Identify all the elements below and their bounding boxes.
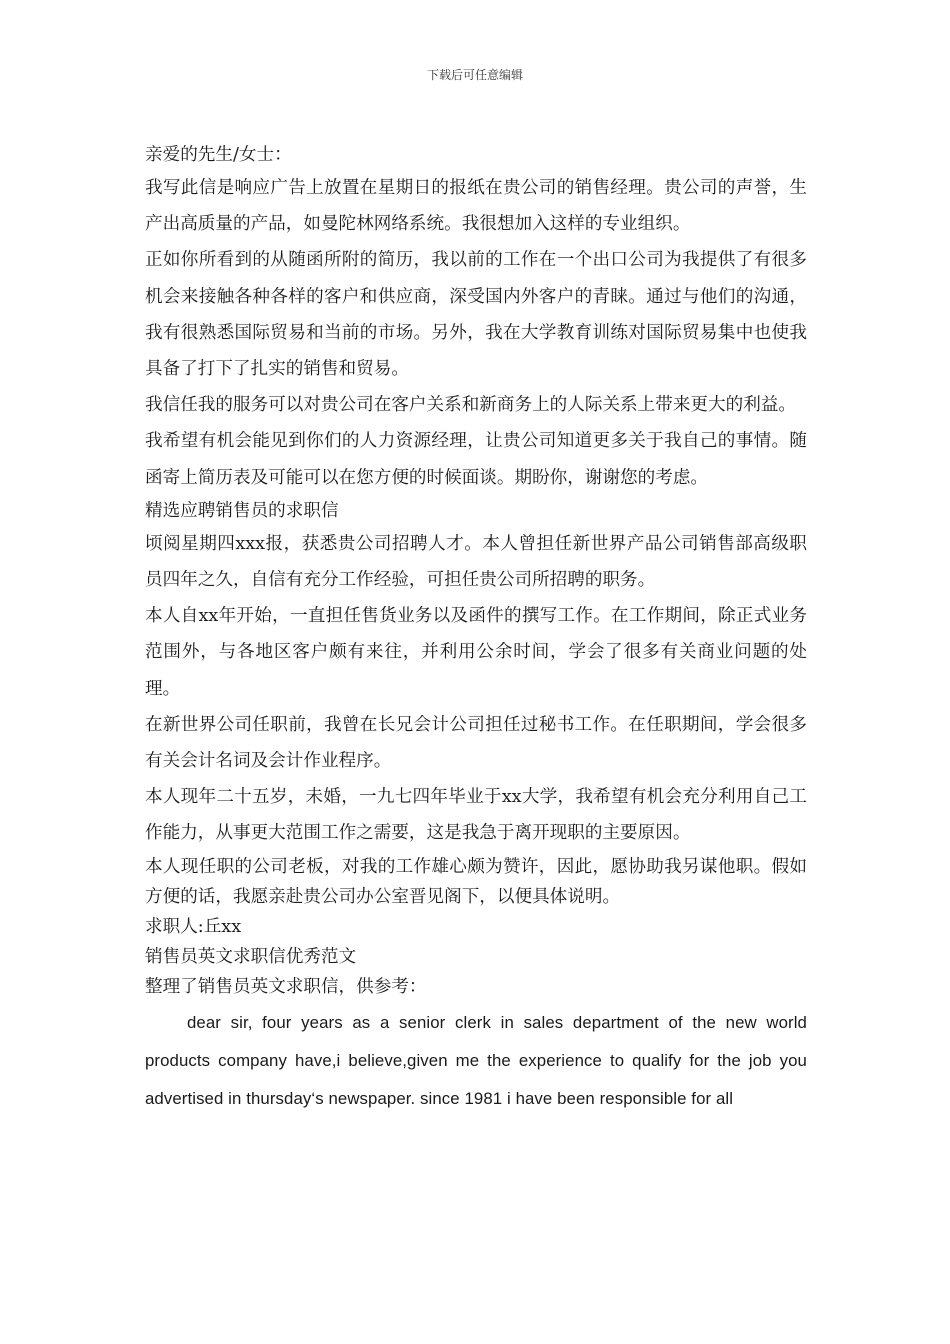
section-title-sales-letter: 精选应聘销售员的求职信: [145, 500, 339, 521]
page-header: 下载后可任意编辑: [426, 68, 523, 82]
paragraph-previous-job: 在新世界公司任职前，我曾在长兄会计公司担任过秘书工作。在任职期间，学会很多有关会计名词及会计作业程序。: [145, 714, 807, 772]
english-letter-paragraph: dear sir, four years as a senior clerk in sales department of the new world products company have,i believe,given me the experience to qualify for the job you advertised in thursday‘s newspaper. since 1981 i have been responsible for all: [145, 1012, 807, 1108]
paragraph-benefit: 我信任我的服务可以对贵公司在客户关系和新商务上的人际关系上带来更大的利益。: [145, 395, 796, 416]
salutation: 亲爱的先生/女士：: [145, 145, 292, 165]
paragraph-application: 顷阅星期四xxx报，获悉贵公司招聘人才。本人曾担任新世界产品公司销售部高级职员四年之久，自信有充分工作经验，可担任贵公司所招聘的职务。: [145, 533, 807, 591]
paragraph-employer-support: 本人现任职的公司老板，对我的工作雄心颇为赞许，因此，愿协助我另谋他职。假如方便的话，我愿亲赴贵公司办公室晋见阁下，以便具体说明。: [145, 856, 807, 907]
applicant-signature: 求职人:丘xx: [145, 916, 242, 937]
paragraph-closing: 我希望有机会能见到你们的人力资源经理，让贵公司知道更多关于我自己的事情。随函寄上简历表及可能可以在您方便的时候面谈。期盼你，谢谢您的考虑。: [145, 431, 807, 488]
paragraph-experience: 正如你所看到的从随函所附的简历，我以前的工作在一个出口公司为我提供了有很多机会来接触各种各样的客户和供应商，深受国内外客户的青睐。通过与他们的沟通，我有很熟悉国际贸易和当前的市场。另外，我在大学教育训练对国际贸易集中也使我具备了打下了扎实的销售和贸易。: [145, 250, 807, 380]
section-title-english-letter: 销售员英文求职信优秀范文: [145, 946, 357, 967]
paragraph-reference-intro: 整理了销售员英文求职信，供参考：: [145, 976, 427, 997]
document-body: [145, 140, 807, 1134]
paragraph-personal-info: 本人现年二十五岁，未婚，一九七四年毕业于xx大学，我希望有机会充分利用自己工作能力，从事更大范围工作之需要，这是我急于离开现职的主要原因。: [145, 787, 807, 844]
paragraph-work-history: 本人自xx年开始，一直担任售货业务以及函件的撰写工作。在工作期间，除正式业务范围外，与各地区客户颇有来往，并利用公余时间，学会了很多有关商业问题的处理。: [145, 606, 807, 699]
paragraph-intro: 我写此信是响应广告上放置在星期日的报纸在贵公司的销售经理。贵公司的声誉，生产出高质量的产品，如曼陀林网络系统。我很想加入这样的专业组织。: [145, 178, 807, 235]
